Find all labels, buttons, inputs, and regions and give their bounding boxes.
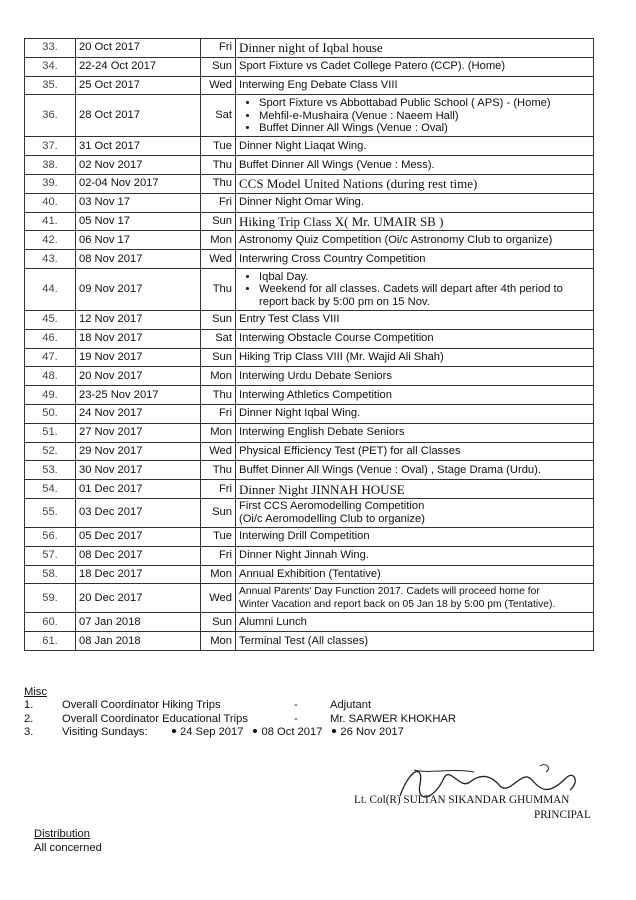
misc-section [24, 686, 456, 740]
visiting-sundays-label: Visiting Sundays: [62, 726, 148, 738]
row-event [236, 565, 594, 584]
event-text-line2: (Oi/c Aeromodelling Club to organize) [239, 512, 425, 525]
row-day: Thu [201, 386, 236, 405]
row-date: 23-25 Nov 2017 [76, 386, 201, 405]
row-number: 53. [25, 461, 76, 480]
row-number: 55. [25, 498, 76, 527]
row-date: 30 Nov 2017 [76, 461, 201, 480]
table-row [25, 527, 594, 546]
row-day: Mon [201, 423, 236, 442]
row-event [236, 348, 594, 367]
event-text: Sport Fixture vs Cadet College Patero (CCP). (Home) [239, 60, 506, 73]
row-number: 47. [25, 348, 76, 367]
row-event [236, 546, 594, 565]
table-row [25, 613, 594, 632]
event-text: Dinner Night JINNAH HOUSE [239, 481, 405, 497]
row-number: 39. [25, 174, 76, 193]
signatory-name: Lt. Col(R) SULTAN SIKANDAR GHUMMAN [354, 794, 570, 806]
event-text: Interwing Eng Debate Class VIII [239, 78, 398, 91]
row-day: Tue [201, 527, 236, 546]
row-date: 25 Oct 2017 [76, 76, 201, 95]
visiting-sundays [24, 726, 456, 740]
row-number: 59. [25, 584, 76, 613]
row-date: 28 Oct 2017 [76, 95, 201, 137]
event-text: First CCS Aeromodelling Competition [239, 499, 425, 512]
table-row [25, 329, 594, 348]
event-text: Buffet Dinner All Wings (Venue : Mess). [239, 158, 435, 171]
row-number: 52. [25, 442, 76, 461]
table-row [25, 193, 594, 212]
row-event [236, 461, 594, 480]
bullet-icon [253, 729, 257, 733]
row-event [236, 268, 594, 310]
row-date: 06 Nov 17 [76, 231, 201, 250]
misc-number: 1. [24, 699, 34, 711]
misc-dash: - [294, 712, 298, 725]
row-event [236, 329, 594, 348]
signatory-role: PRINCIPAL [534, 809, 591, 821]
row-event [236, 174, 594, 193]
row-event [236, 212, 594, 231]
row-day: Thu [201, 156, 236, 175]
row-date: 20 Oct 2017 [76, 39, 201, 58]
row-number: 57. [25, 546, 76, 565]
misc-value: Adjutant [330, 699, 372, 711]
row-date: 18 Dec 2017 [76, 565, 201, 584]
row-day: Sun [201, 310, 236, 329]
event-text: Interwing Urdu Debate Seniors [239, 369, 392, 382]
distribution-heading: Distribution [34, 828, 90, 840]
row-event [236, 442, 594, 461]
row-event [236, 95, 594, 137]
row-day: Sun [201, 212, 236, 231]
table-row [25, 498, 594, 527]
row-event [236, 632, 594, 651]
row-day: Wed [201, 584, 236, 613]
sunday-date: 26 Nov 2017 [322, 726, 403, 740]
event-bullet: • Iqbal Day. [259, 271, 590, 284]
row-day: Wed [201, 76, 236, 95]
row-date: 03 Dec 2017 [76, 498, 201, 527]
row-day: Sat [201, 329, 236, 348]
row-number: 46. [25, 329, 76, 348]
row-event [236, 39, 594, 58]
row-date: 07 Jan 2018 [76, 613, 201, 632]
event-bullet: • Buffet Dinner All Wings (Venue : Oval) [259, 122, 590, 135]
row-number: 48. [25, 367, 76, 386]
row-date: 22-24 Oct 2017 [76, 57, 201, 76]
row-day: Mon [201, 231, 236, 250]
row-day: Fri [201, 193, 236, 212]
distribution-value: All concerned [34, 841, 102, 854]
row-event [236, 386, 594, 405]
row-event [236, 193, 594, 212]
event-text: Dinner Night Liaqat Wing. [239, 139, 367, 152]
row-day: Mon [201, 632, 236, 651]
row-day: Sun [201, 498, 236, 527]
row-event [236, 250, 594, 269]
event-text: Alumni Lunch [239, 615, 307, 628]
event-text: Interwring Cross Country Competition [239, 252, 426, 265]
table-row [25, 348, 594, 367]
row-event [236, 584, 594, 613]
event-text: CCS Model United Nations (during rest time) [239, 176, 478, 192]
row-day: Tue [201, 137, 236, 156]
row-date: 09 Nov 2017 [76, 268, 201, 310]
event-text: Hiking Trip Class VIII (Mr. Wajid Ali Shah) [239, 350, 444, 363]
event-bullet: • Sport Fixture vs Abbottabad Public School ( APS) - (Home) [259, 97, 590, 110]
row-date: 29 Nov 2017 [76, 442, 201, 461]
table-row [25, 367, 594, 386]
event-bullet: • Mehfil-e-Mushaira (Venue : Naeem Hall) [259, 110, 590, 123]
row-day: Sat [201, 95, 236, 137]
table-row [25, 442, 594, 461]
table-row [25, 268, 594, 310]
table-row [25, 250, 594, 269]
row-number: 51. [25, 423, 76, 442]
signature-block [354, 760, 604, 830]
row-day: Thu [201, 461, 236, 480]
table-row [25, 404, 594, 423]
row-date: 05 Dec 2017 [76, 527, 201, 546]
row-number: 61. [25, 632, 76, 651]
table-row [25, 39, 594, 58]
row-date: 31 Oct 2017 [76, 137, 201, 156]
row-date: 02-04 Nov 2017 [76, 174, 201, 193]
table-row [25, 423, 594, 442]
sunday-date: 24 Sep 2017 [162, 726, 243, 740]
event-text: Interwing Athletics Competition [239, 388, 392, 401]
row-day: Sun [201, 613, 236, 632]
row-day: Mon [201, 367, 236, 386]
row-number: 43. [25, 250, 76, 269]
row-date: 01 Dec 2017 [76, 480, 201, 499]
event-text: Dinner Night Jinnah Wing. [239, 549, 369, 562]
row-number: 45. [25, 310, 76, 329]
misc-item [24, 699, 456, 713]
table-row [25, 546, 594, 565]
row-number: 44. [25, 268, 76, 310]
row-event [236, 498, 594, 527]
row-date: 08 Jan 2018 [76, 632, 201, 651]
row-day: Fri [201, 39, 236, 58]
table-row [25, 57, 594, 76]
row-date: 19 Nov 2017 [76, 348, 201, 367]
row-number: 49. [25, 386, 76, 405]
event-text: Interwing Obstacle Course Competition [239, 332, 434, 345]
event-text: Astronomy Quiz Competition (Oi/c Astronomy Club to organize) [239, 233, 553, 246]
row-number: 60. [25, 613, 76, 632]
event-text-line2: Winter Vacation and report back on 05 Jan 18 by 5:00 pm (Tentative). [239, 599, 556, 611]
event-text: Annual Parents' Day Function 2017. Cadets will proceed home for [239, 586, 540, 598]
row-event [236, 404, 594, 423]
row-number: 41. [25, 212, 76, 231]
row-number: 38. [25, 156, 76, 175]
row-number: 50. [25, 404, 76, 423]
row-day: Wed [201, 442, 236, 461]
misc-value: Mr. SARWER KHOKHAR [330, 712, 456, 725]
bullet-icon [332, 729, 336, 733]
table-row [25, 584, 594, 613]
row-event [236, 480, 594, 499]
row-number: 35. [25, 76, 76, 95]
row-event [236, 367, 594, 386]
misc-number: 3. [24, 726, 34, 738]
row-event [236, 137, 594, 156]
table-row [25, 156, 594, 175]
misc-heading: Misc [24, 686, 47, 698]
row-event [236, 76, 594, 95]
table-row [25, 95, 594, 137]
row-number: 36. [25, 95, 76, 137]
event-text: Annual Exhibition (Tentative) [239, 567, 381, 580]
row-date: 20 Nov 2017 [76, 367, 201, 386]
row-day: Wed [201, 250, 236, 269]
table-row [25, 480, 594, 499]
event-text: Hiking Trip Class X( Mr. UMAIR SB ) [239, 213, 444, 229]
event-text: Buffet Dinner All Wings (Venue : Oval) , Stage Drama (Urdu). [239, 463, 541, 476]
row-number: 56. [25, 527, 76, 546]
row-number: 58. [25, 565, 76, 584]
row-date: 20 Dec 2017 [76, 584, 201, 613]
row-event [236, 310, 594, 329]
misc-number: 2. [24, 712, 34, 725]
row-date: 08 Dec 2017 [76, 546, 201, 565]
event-text: Interwing Drill Competition [239, 530, 370, 543]
misc-label: Overall Coordinator Educational Trips [62, 712, 248, 725]
row-event [236, 156, 594, 175]
row-date: 05 Nov 17 [76, 212, 201, 231]
row-number: 40. [25, 193, 76, 212]
misc-dash: - [294, 699, 298, 711]
table-row [25, 231, 594, 250]
row-date: 18 Nov 2017 [76, 329, 201, 348]
sunday-date: 08 Oct 2017 [243, 726, 322, 740]
row-date: 02 Nov 2017 [76, 156, 201, 175]
table-row [25, 461, 594, 480]
row-number: 42. [25, 231, 76, 250]
row-date: 27 Nov 2017 [76, 423, 201, 442]
row-date: 03 Nov 17 [76, 193, 201, 212]
row-day: Sun [201, 57, 236, 76]
row-day: Fri [201, 546, 236, 565]
table-row [25, 565, 594, 584]
event-text: Physical Efficiency Test (PET) for all Classes [239, 444, 461, 457]
table-row [25, 76, 594, 95]
misc-item [24, 713, 456, 727]
table-row [25, 137, 594, 156]
bullet-icon [172, 729, 176, 733]
row-event [236, 57, 594, 76]
row-day: Thu [201, 268, 236, 310]
event-bullet: • Weekend for all classes. Cadets will depart after 4th period to report back by 5:00 pm on 15 Nov. [259, 283, 590, 308]
row-event [236, 231, 594, 250]
event-text: Dinner Night Iqbal Wing. [239, 407, 361, 420]
row-number: 34. [25, 57, 76, 76]
distribution-section [34, 828, 102, 855]
row-day: Sun [201, 348, 236, 367]
event-text: Dinner Night Omar Wing. [239, 196, 364, 209]
row-day: Thu [201, 174, 236, 193]
misc-label: Overall Coordinator Hiking Trips [62, 699, 221, 711]
row-number: 37. [25, 137, 76, 156]
row-day: Fri [201, 404, 236, 423]
event-text: Dinner night of Iqbal house [239, 40, 383, 56]
row-date: 12 Nov 2017 [76, 310, 201, 329]
table-row [25, 174, 594, 193]
row-number: 54. [25, 480, 76, 499]
row-day: Fri [201, 480, 236, 499]
row-day: Mon [201, 565, 236, 584]
table-row [25, 386, 594, 405]
event-text: Entry Test Class VIII [239, 313, 340, 326]
row-event [236, 613, 594, 632]
event-text: Interwing English Debate Seniors [239, 426, 405, 439]
row-event [236, 527, 594, 546]
table-row [25, 310, 594, 329]
row-date: 08 Nov 2017 [76, 250, 201, 269]
table-row [25, 212, 594, 231]
event-text: Terminal Test (All classes) [239, 634, 369, 647]
row-number: 33. [25, 39, 76, 58]
row-date: 24 Nov 2017 [76, 404, 201, 423]
row-event [236, 423, 594, 442]
table-row [25, 632, 594, 651]
schedule-table [24, 38, 594, 651]
